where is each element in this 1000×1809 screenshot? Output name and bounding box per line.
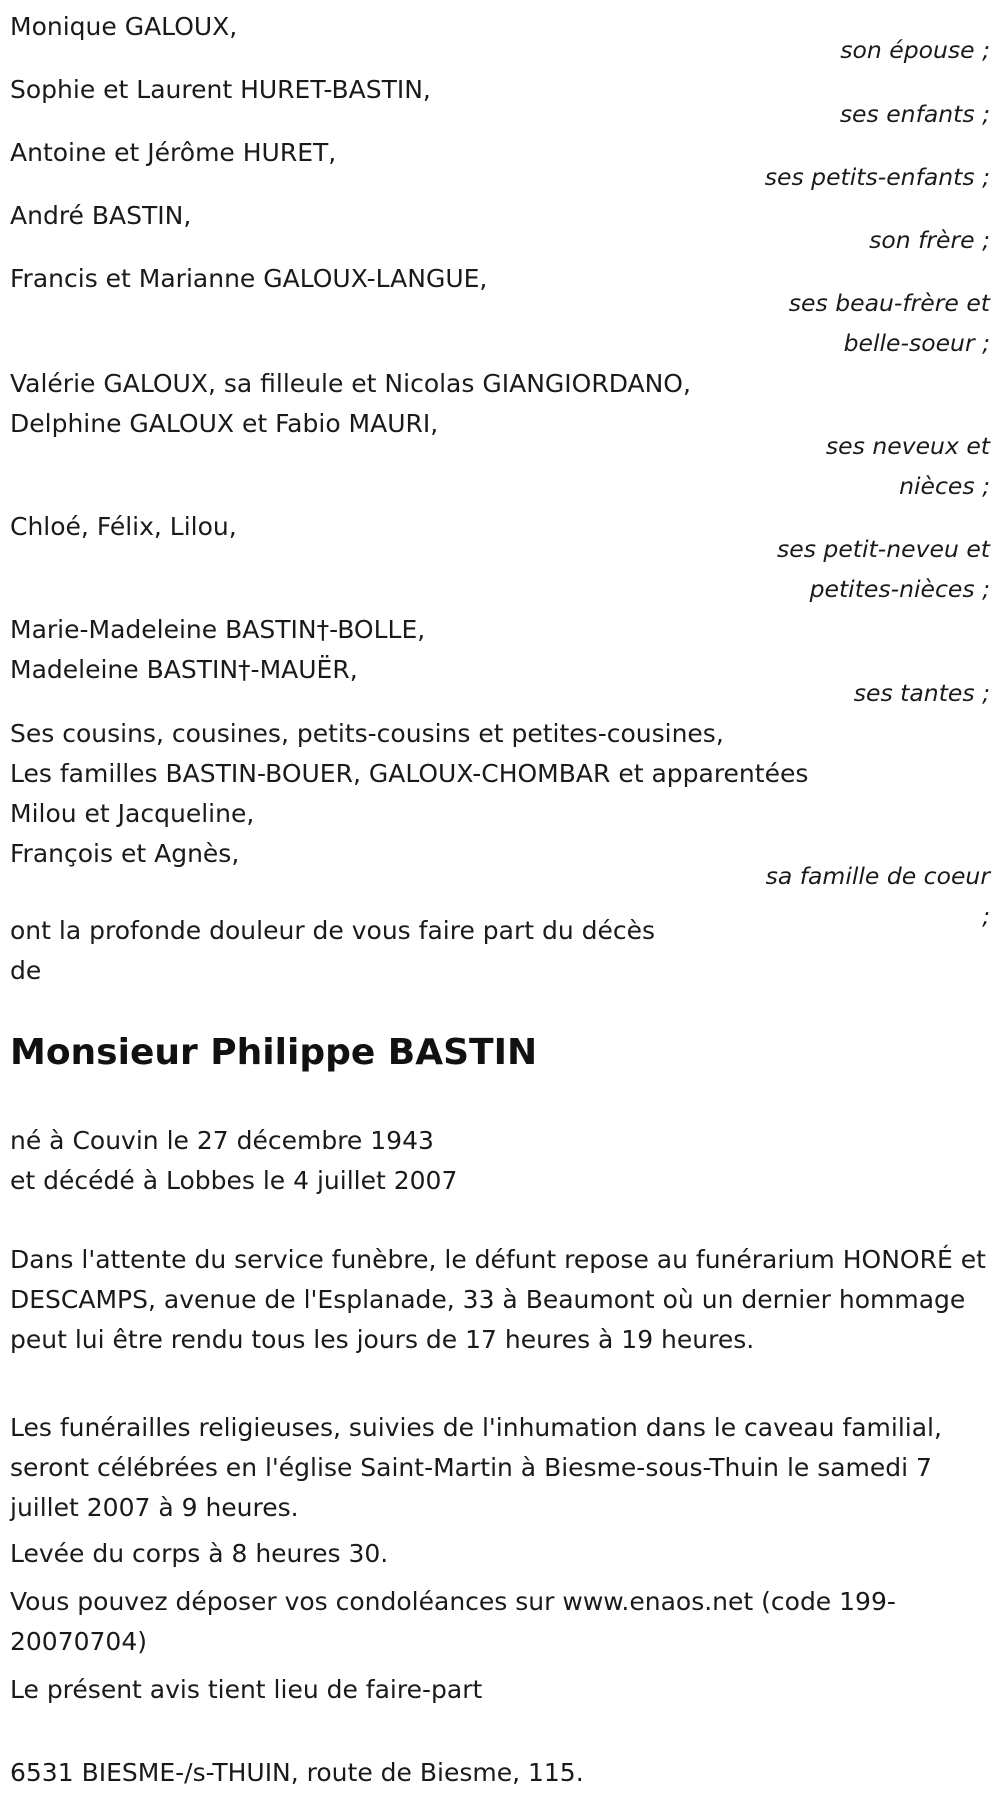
family-relation-2: ses enfants ;	[839, 100, 990, 128]
family-names-1: Monique GALOUX,	[10, 12, 238, 41]
announcement-line-1: ont la profonde douleur de vous faire part du décès	[10, 916, 656, 945]
family-relation-5a: ses beau-frère et	[788, 289, 990, 317]
family-relation-9a: sa famille de coeur	[765, 862, 990, 890]
announcement-line-2: de	[10, 956, 42, 985]
family-names-6b: Delphine GALOUX et Fabio MAURI,	[10, 409, 439, 438]
family-relation-6b: nièces ;	[899, 472, 990, 500]
family-names-9a: Ses cousins, cousines, petits-cousins et petites-cousines,	[10, 719, 724, 748]
family-names-9c: Milou et Jacqueline,	[10, 799, 255, 828]
family-names-9d: François et Agnès,	[10, 839, 240, 868]
paragraph-levee: Levée du corps à 8 heures 30.	[10, 1539, 389, 1568]
death-line: et décédé à Lobbes le 4 juillet 2007	[10, 1166, 458, 1195]
family-names-8b: Madeleine BASTIN†-MAUËR,	[10, 655, 358, 684]
family-names-8a: Marie-Madeleine BASTIN†-BOLLE,	[10, 615, 426, 644]
paragraph-notice: Le présent avis tient lieu de faire-part	[10, 1675, 483, 1704]
family-relation-3: ses petits-enfants ;	[764, 163, 990, 191]
family-relation-7a: ses petit-neveu et	[777, 535, 990, 563]
paragraph-condolences: Vous pouvez déposer vos condoléances sur www.enaos.net (code 199-20070704)	[10, 1587, 896, 1656]
family-relation-8: ses tantes ;	[853, 679, 990, 707]
family-relation-9b: ;	[982, 902, 990, 930]
family-relation-6a: ses neveux et	[825, 432, 990, 460]
family-names-6a: Valérie GALOUX, sa filleule et Nicolas GIANGIORDANO,	[10, 369, 691, 398]
family-names-4: André BASTIN,	[10, 201, 192, 230]
family-names-5: Francis et Marianne GALOUX-LANGUE,	[10, 264, 488, 293]
family-relation-1: son épouse ;	[840, 36, 990, 64]
family-names-7: Chloé, Félix, Lilou,	[10, 512, 237, 541]
family-relation-7b: petites-nièces ;	[809, 575, 990, 603]
family-names-9b: Les familles BASTIN-BOUER, GALOUX-CHOMBAR et apparentées	[10, 759, 809, 788]
family-names-3: Antoine et Jérôme HURET,	[10, 138, 337, 167]
paragraph-funeral: Les funérailles religieuses, suivies de l'inhumation dans le caveau familial, seront célébrées en l'église Saint-Martin à Biesme-sous-Thuin le samedi 7 juillet 2007 à 9 heures.	[10, 1413, 942, 1522]
paragraph-funerarium: Dans l'attente du service funèbre, le défunt repose au funérarium HONORÉ et DESCAMPS, avenue de l'Esplanade, 33 à Beaumont où un dernier hommage peut lui être rendu tous les jours de 17 heures à 19 heures.	[10, 1245, 986, 1354]
family-relation-5b: belle-soeur ;	[843, 329, 990, 357]
address: 6531 BIESME-/s-THUIN, route de Biesme, 115.	[10, 1758, 584, 1787]
family-names-2: Sophie et Laurent HURET-BASTIN,	[10, 75, 431, 104]
deceased-name: Monsieur Philippe BASTIN	[10, 1032, 538, 1073]
birth-line: né à Couvin le 27 décembre 1943	[10, 1126, 434, 1155]
family-relation-4: son frère ;	[869, 226, 990, 254]
